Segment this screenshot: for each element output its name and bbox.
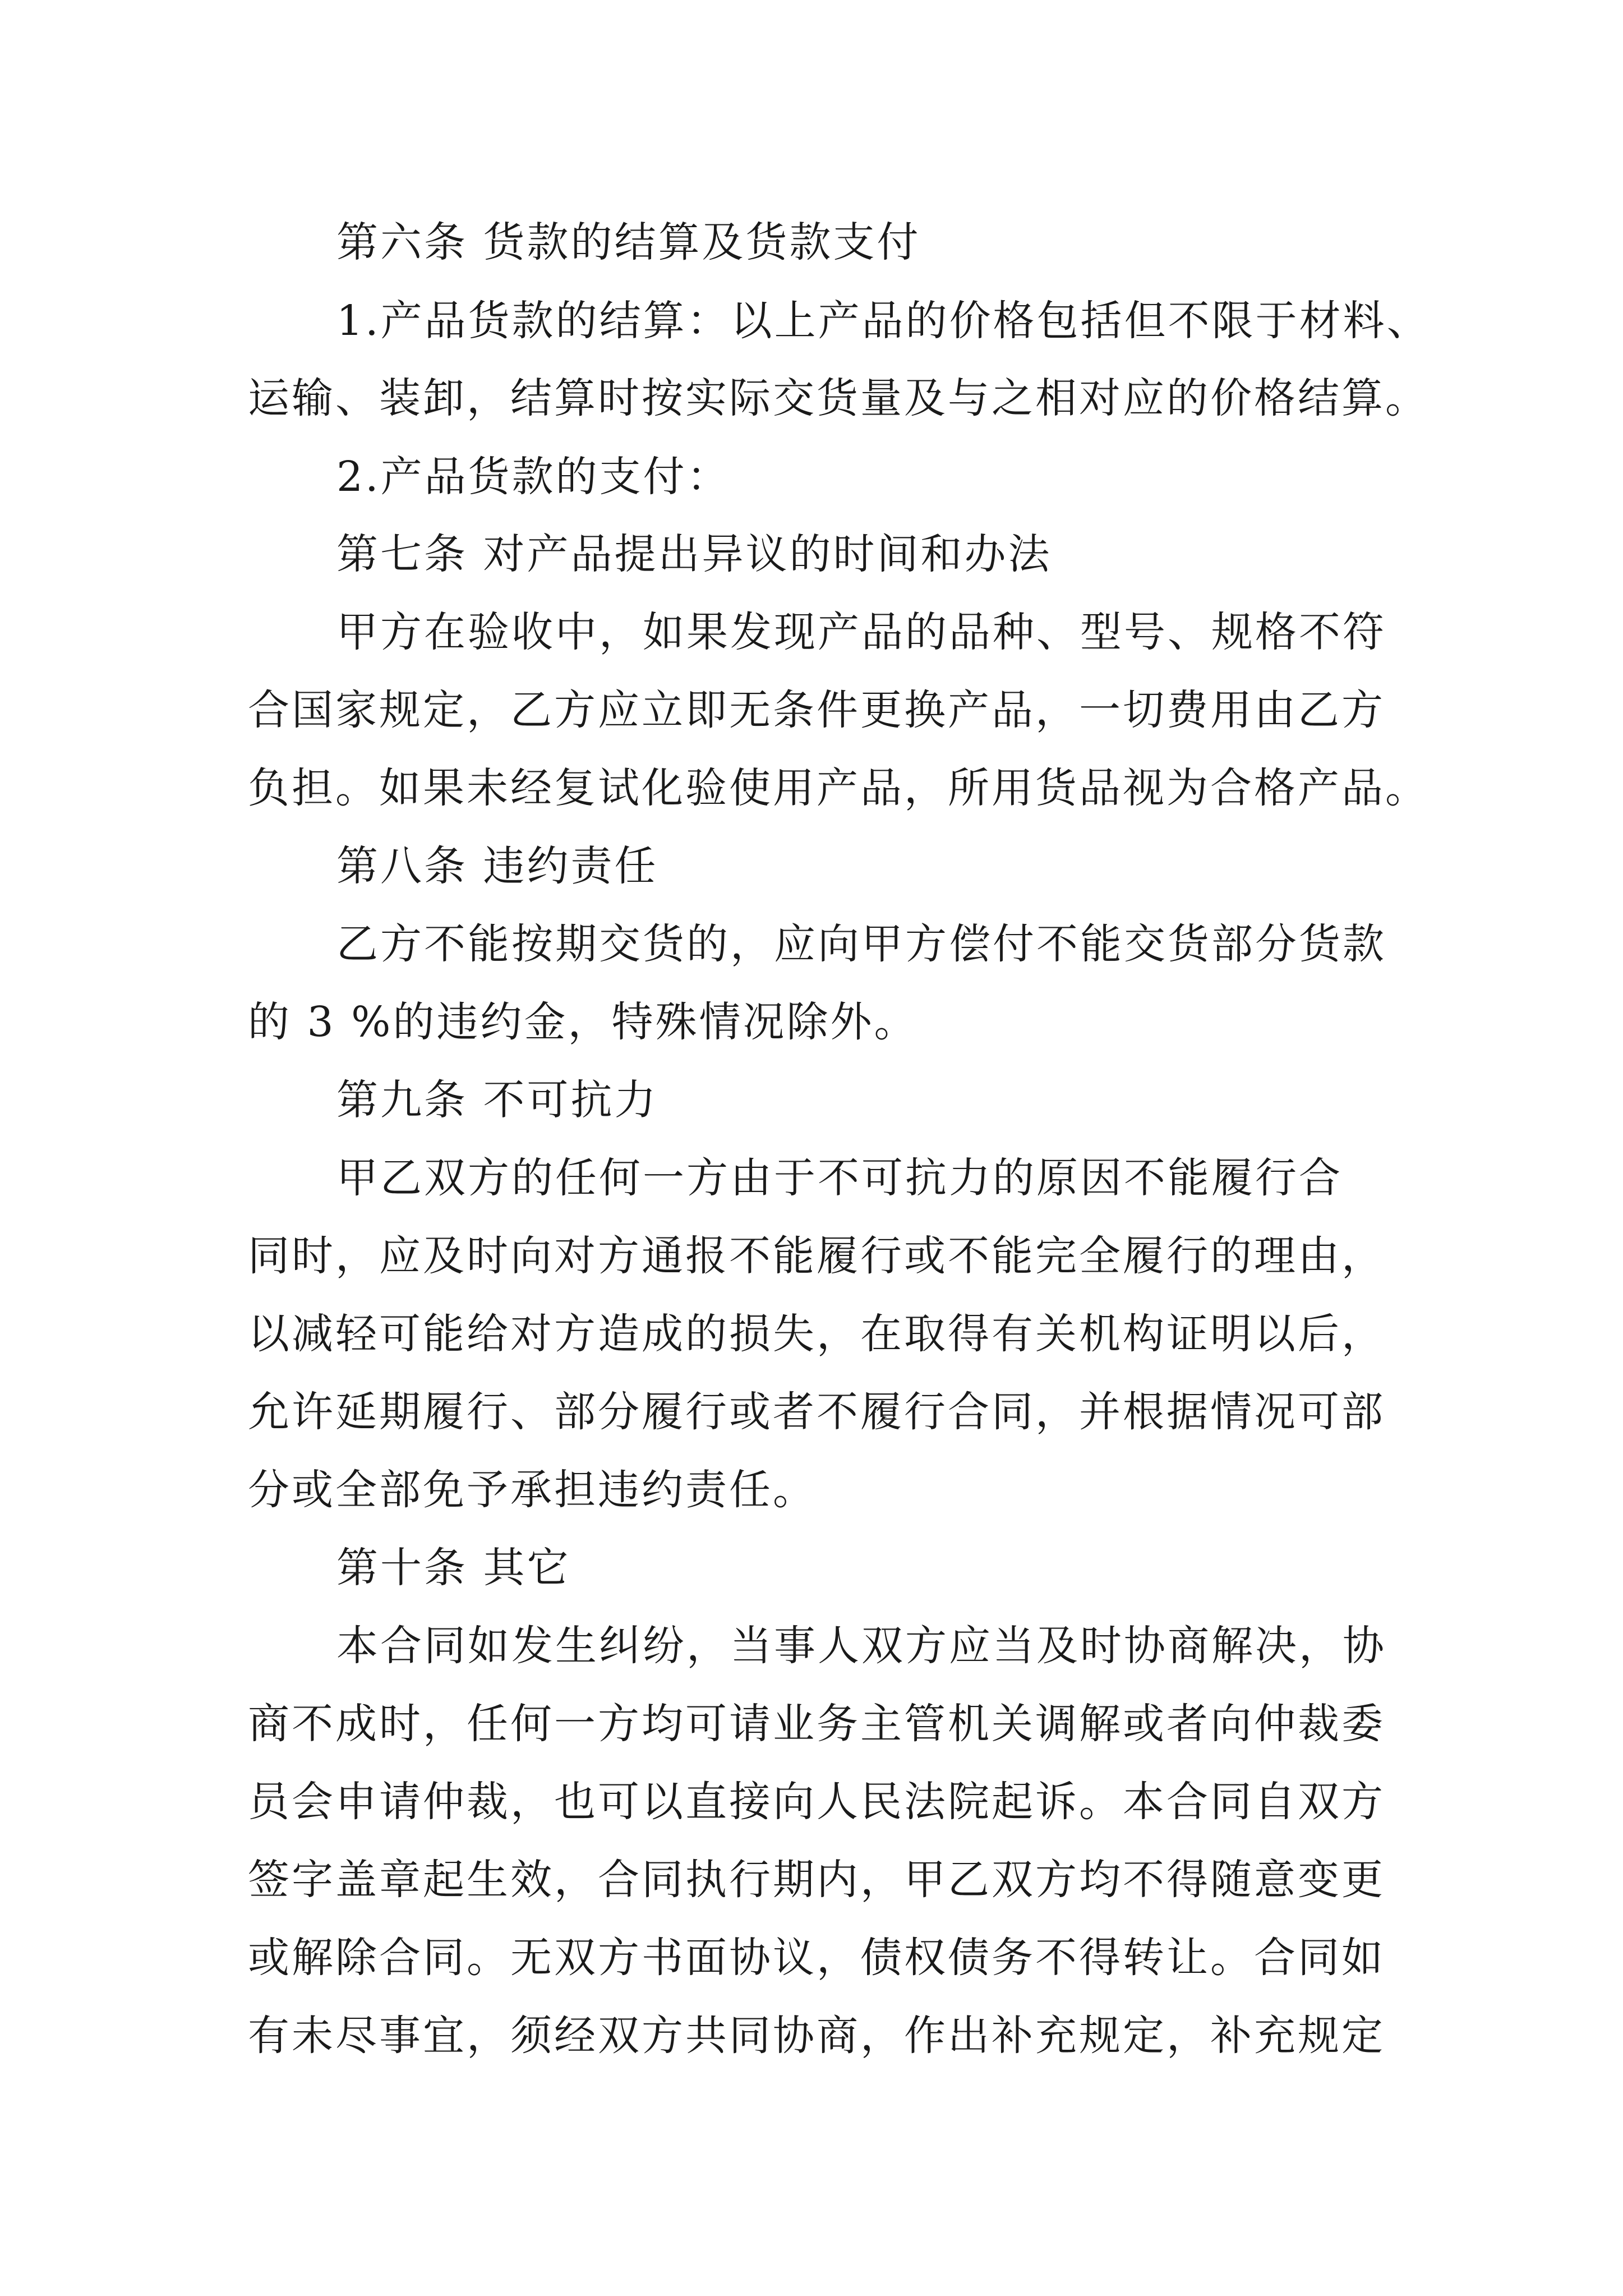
article-7-line-1: 甲方在验收中，如果发现产品的品种、型号、规格不符 xyxy=(336,608,1386,656)
article-7-heading: 第七条 对产品提出异议的时间和办法 xyxy=(336,530,1052,578)
article-7-line-3: 负担。如果未经复试化验使用产品，所用货品视为合格产品。 xyxy=(248,764,1429,812)
article-10-line-6: 有未尽事宜，须经双方共同协商，作出补充规定，补充规定 xyxy=(248,2012,1385,2060)
article-10-line-3: 员会申请仲裁，也可以直接向人民法院起诉。本合同自双方 xyxy=(248,1778,1385,1826)
clause-6-2: 2.产品货款的支付： xyxy=(336,453,731,501)
article-9-heading: 第九条 不可抗力 xyxy=(336,1076,658,1124)
article-10-line-4: 签字盖章起生效，合同执行期内，甲乙双方均不得随意变更 xyxy=(248,1856,1385,1904)
article-7-line-2: 合国家规定，乙方应立即无条件更换产品，一切费用由乙方 xyxy=(248,686,1385,734)
article-8-line-2: 的 3 %的违约金，特殊情况除外。 xyxy=(248,998,918,1046)
clause-6-1-line-2: 运输、装卸，结算时按实际交货量及与之相对应的价格结算。 xyxy=(248,374,1429,422)
article-10-line-5: 或解除合同。无双方书面协议，债权债务不得转让。合同如 xyxy=(248,1934,1385,1982)
article-9-line-2: 同时，应及时向对方通报不能履行或不能完全履行的理由， xyxy=(248,1232,1385,1280)
article-9-line-4: 允许延期履行、部分履行或者不履行合同，并根据情况可部 xyxy=(248,1388,1385,1436)
article-9-line-3: 以减轻可能给对方造成的损失，在取得有关机构证明以后， xyxy=(248,1310,1385,1358)
article-8-heading: 第八条 违约责任 xyxy=(336,842,658,890)
article-10-line-2: 商不成时，任何一方均可请业务主管机关调解或者向仲裁委 xyxy=(248,1700,1385,1748)
article-8-line-1: 乙方不能按期交货的，应向甲方偿付不能交货部分货款 xyxy=(336,920,1386,968)
article-10-heading: 第十条 其它 xyxy=(336,1544,571,1592)
clause-6-1-line-1: 1.产品货款的结算：以上产品的价格包括但不限于材料、 xyxy=(336,297,1431,345)
article-6-heading: 第六条 货款的结算及货款支付 xyxy=(336,218,921,266)
article-9-line-1: 甲乙双方的任何一方由于不可抗力的原因不能履行合 xyxy=(336,1154,1343,1202)
article-10-line-1: 本合同如发生纠纷，当事人双方应当及时协商解决，协 xyxy=(336,1622,1386,1670)
article-9-line-5: 分或全部免予承担违约责任。 xyxy=(248,1466,817,1514)
